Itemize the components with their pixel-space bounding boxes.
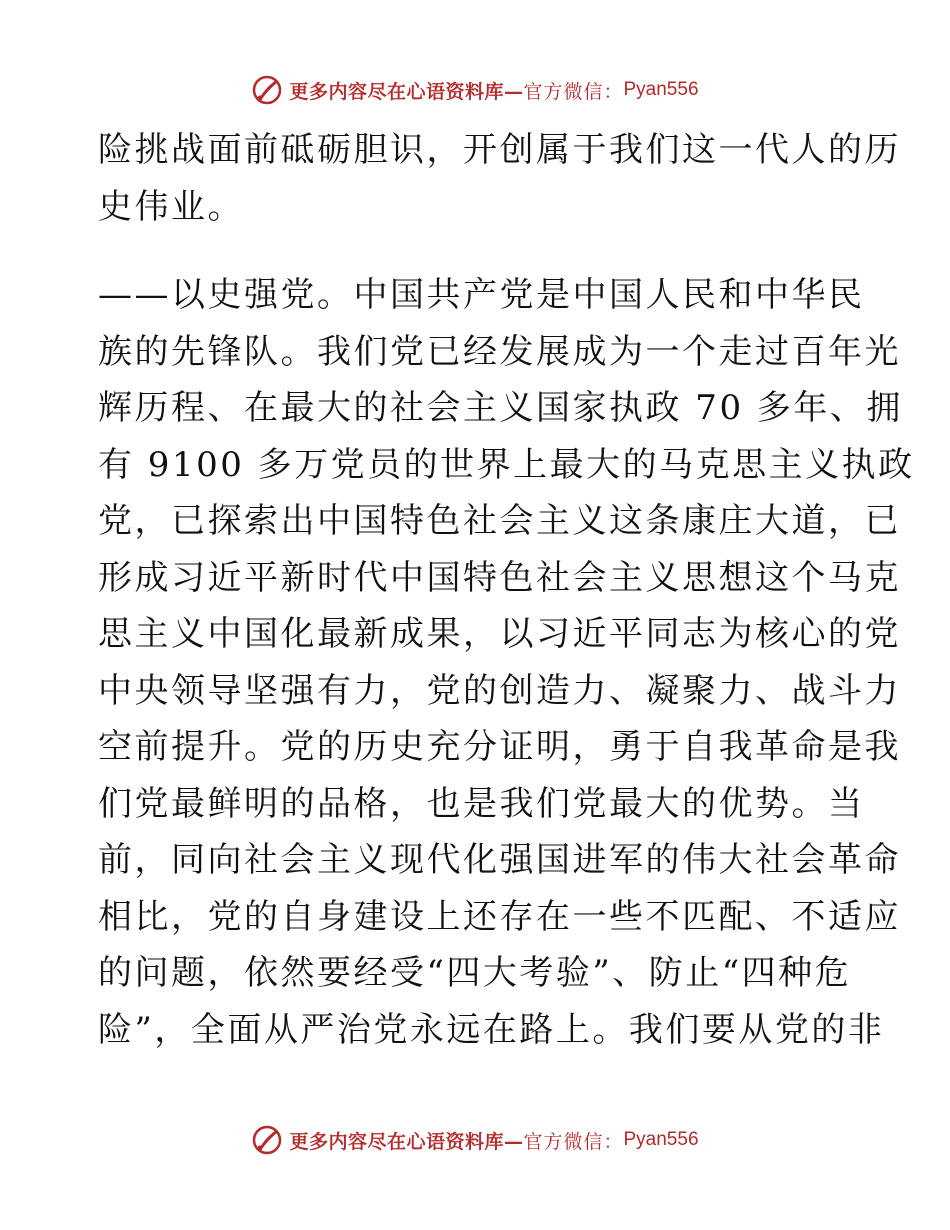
watermark-wechat-id: Pyan556 xyxy=(623,79,699,100)
text-line: 前，同向社会主义现代化强国进军的伟大社会革命 xyxy=(98,840,901,880)
watermark-wechat-id: Pyan556 xyxy=(623,1129,699,1150)
header-watermark xyxy=(0,74,950,106)
text-line: 们党最鲜明的品格，也是我们党最大的优势。当 xyxy=(98,783,865,824)
text-line: 辉历程、在最大的社会主义国家执政 70 多年、拥 xyxy=(98,388,903,428)
text-line: 相比，党的自身建设上还存在一些不匹配、不适应 xyxy=(98,896,901,937)
text-line: 险挑战面前砥砺胆识，开创属于我们这一代人的历 xyxy=(98,130,901,170)
watermark-wechat-label: 官方微信： xyxy=(523,80,624,103)
watermark-wechat-label: 官方微信： xyxy=(523,1130,624,1153)
paragraph xyxy=(98,122,901,235)
watermark-text: 更多内容尽在心语资料库— xyxy=(289,1130,524,1153)
paragraph xyxy=(98,267,915,1058)
document-body xyxy=(98,122,915,1058)
watermark-text: 更多内容尽在心语资料库— xyxy=(289,80,524,103)
text-line: 有 9100 多万党员的世界上最大的马克思主义执政 xyxy=(98,444,915,485)
text-line: 思主义中国化最新成果，以习近平同志为核心的党 xyxy=(98,614,901,654)
text-line: 族的先锋队。我们党已经发展成为一个走过百年光 xyxy=(98,331,901,372)
text-line: 险”，全面从严治党永远在路上。我们要从党的非 xyxy=(98,1009,885,1050)
text-line: 形成习近平新时代中国特色社会主义思想这个马克 xyxy=(98,557,901,598)
brush-logo-icon xyxy=(251,74,283,106)
text-line: 党，已探索出中国特色社会主义这条康庄大道，已 xyxy=(98,501,901,541)
brush-logo-icon xyxy=(251,1124,283,1156)
text-line: 的问题，依然要经受“四大考验”、防止“四种危 xyxy=(98,953,852,993)
text-line: ——以史强党。中国共产党是中国人民和中华民 xyxy=(98,275,865,315)
text-line: 中央领导坚强有力，党的创造力、凝聚力、战斗力 xyxy=(98,670,901,711)
text-line: 史伟业。 xyxy=(98,186,244,227)
footer-watermark xyxy=(0,1124,950,1156)
text-line: 空前提升。党的历史充分证明，勇于自我革命是我 xyxy=(98,727,901,767)
